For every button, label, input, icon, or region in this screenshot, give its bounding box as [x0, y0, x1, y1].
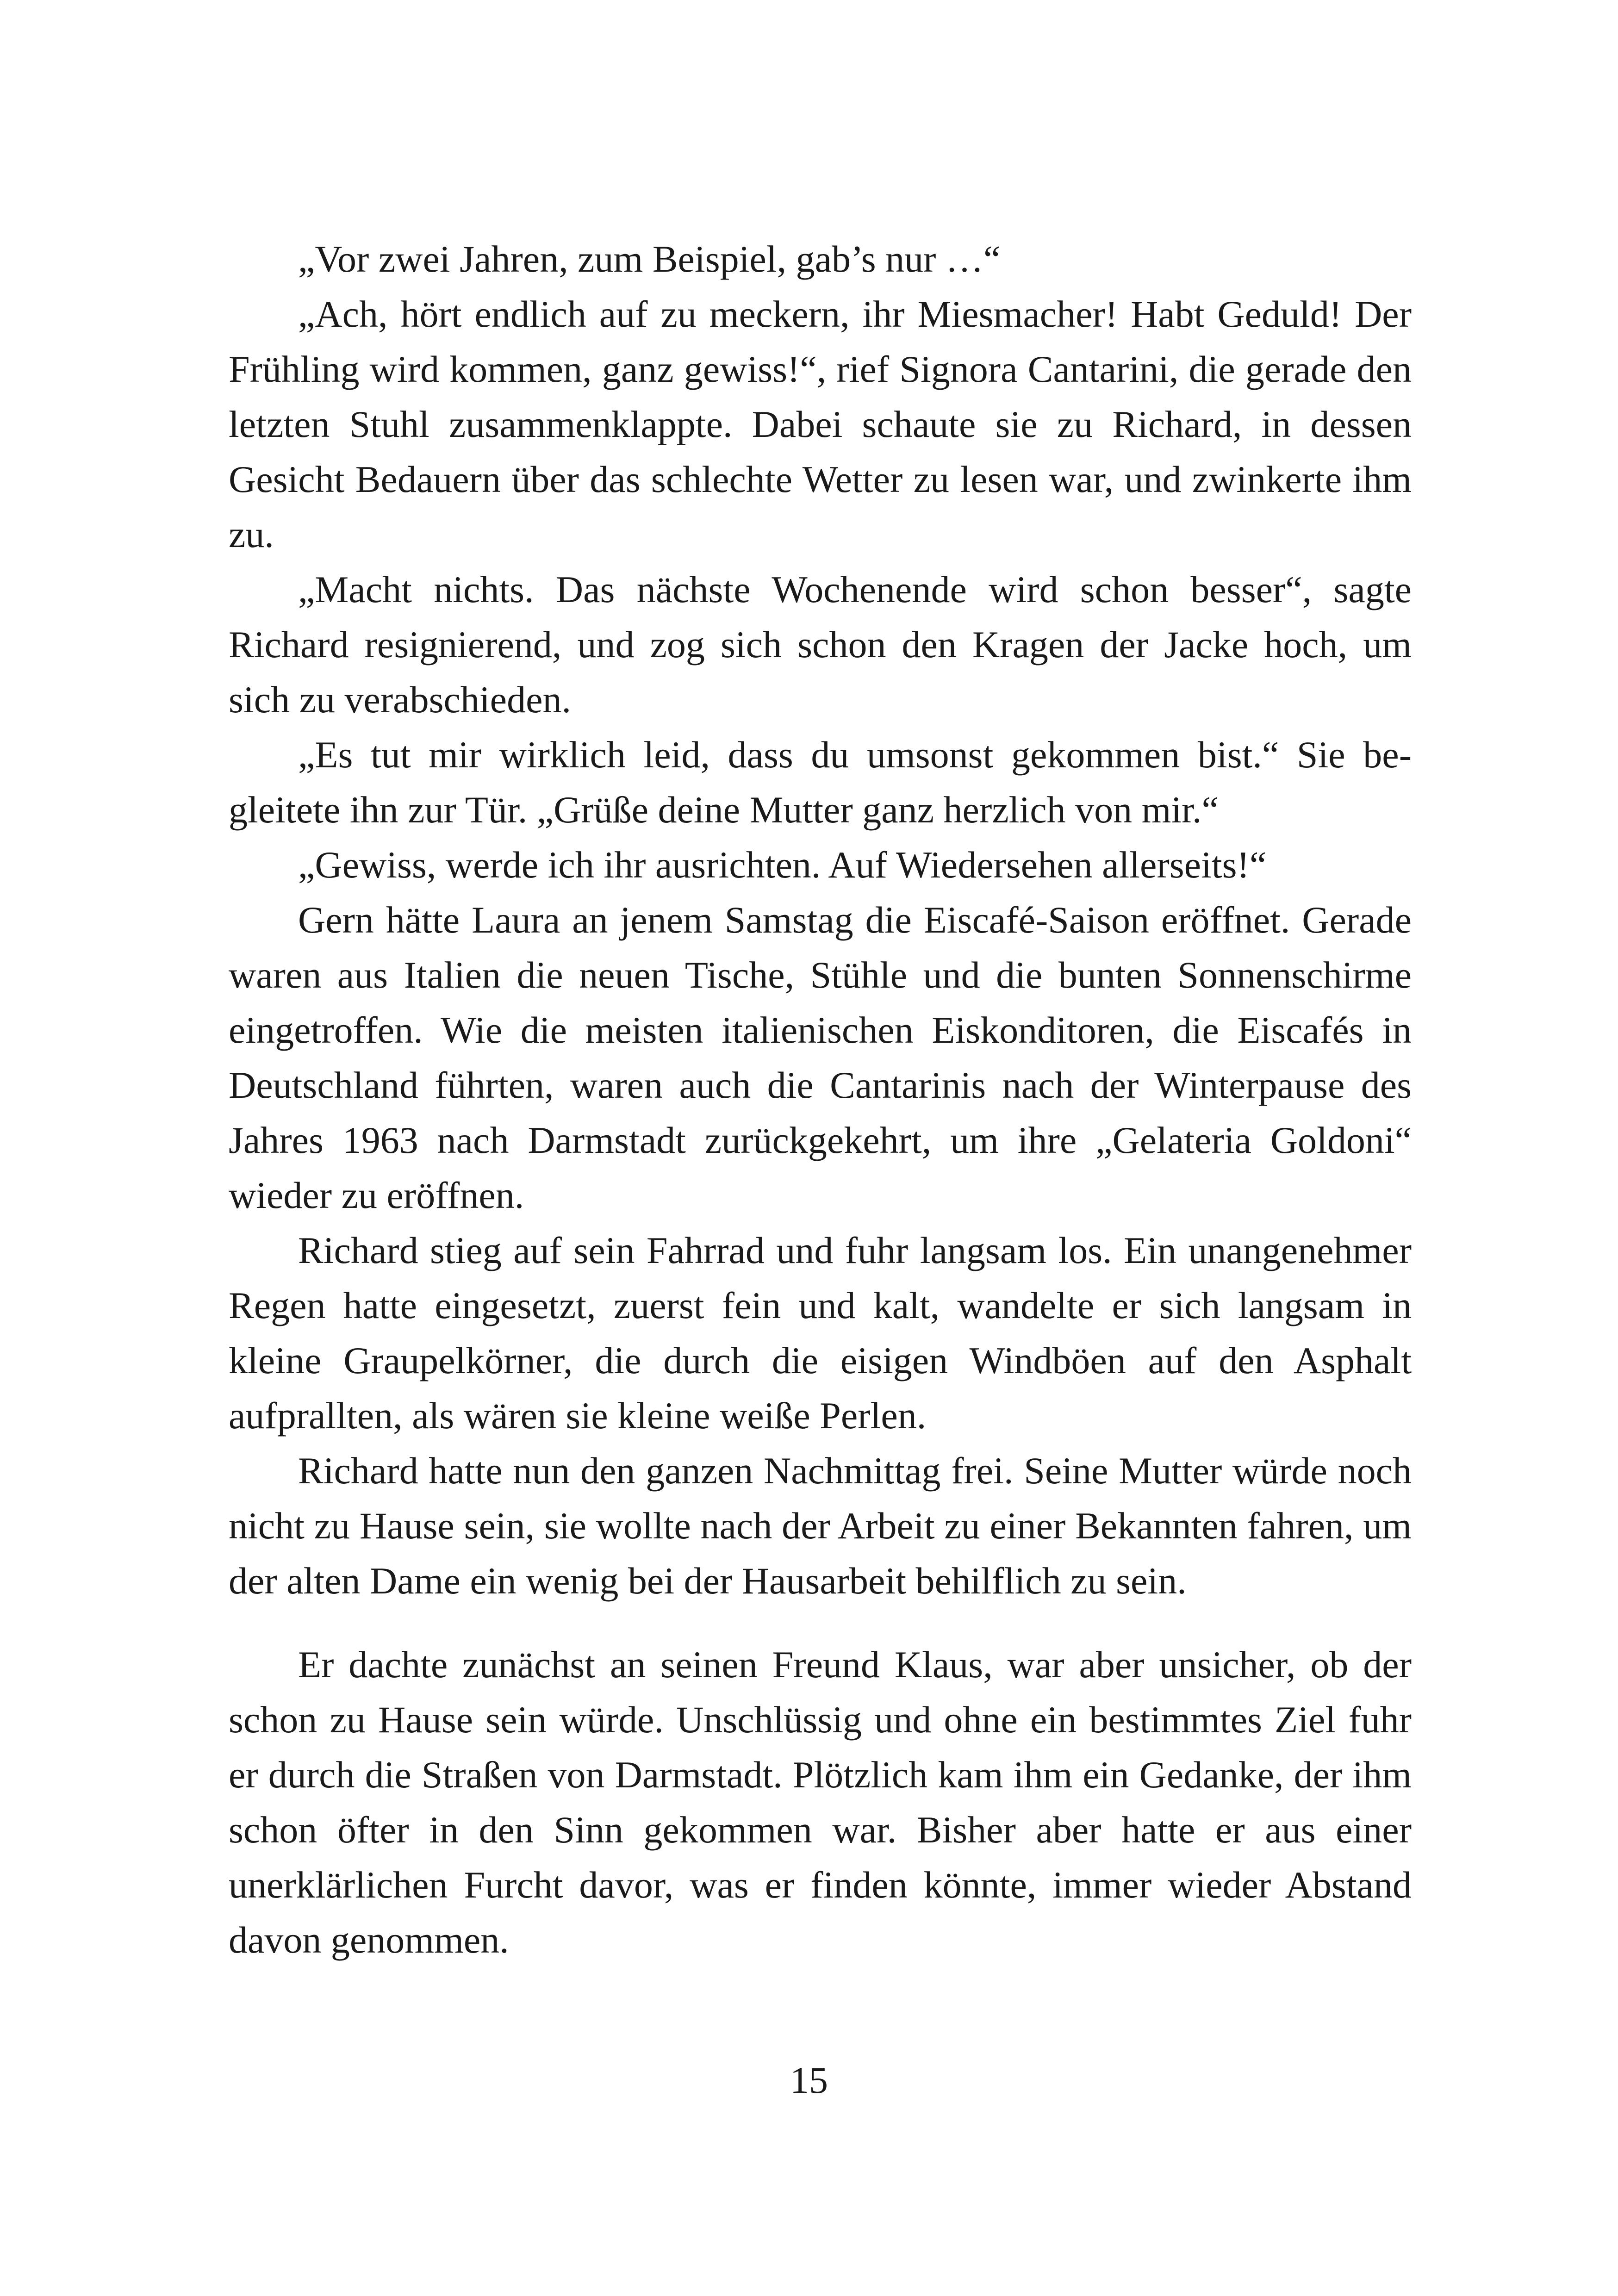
- paragraph: Gern hätte Laura an jenem Samstag die Eiscafé-Saison eröffnet. Gerade waren aus Italien die neuen Tische, Stühle und die bunten Sonnenschirme eingetroffen. Wie die meisten italienischen Eiskonditoren, die Eiscafés in Deutschland führten, waren auch die Cantarinis nach der Winterpause des Jahres 1963 nach Darmstadt zurückgekehrt, um ihre „Gelateria Goldoni“ wieder zu eröffnen.: [229, 899, 1412, 1216]
- page-number: 15: [790, 2059, 828, 2101]
- paragraph: „Vor zwei Jahren, zum Beispiel, gab’s nur …“: [298, 238, 1001, 280]
- paragraph: Er dachte zunächst an seinen Freund Klaus, war aber unsicher, ob der schon zu Hause sein würde. Unschlüssig und ohne ein bestimmtes Ziel fuhr er durch die Straßen von Darmstadt. Plötzlich kam ihm ein Gedanke, der ihm schon öfter in den Sinn gekommen war. Bisher aber hatte er aus einer unerklärlichen Furcht davor, was er finden könnte, immer wieder Abstand davon genommen.: [229, 1643, 1412, 1961]
- paragraph: Richard stieg auf sein Fahrrad und fuhr langsam los. Ein unangenehmer Regen hatte eingesetzt, zuerst fein und kalt, wandelte er sich langsam in kleine Graupelkörner, die durch die eisigen Windböen auf den Asphalt aufprallten, als wären sie kleine weiße Perlen.: [229, 1229, 1412, 1437]
- paragraph: „Ach, hört endlich auf zu meckern, ihr Miesmacher! Habt Geduld! Der Frühling wird kommen, ganz gewiss!“, rief Signora Cantarini, die gerade den letzten Stuhl zusammenklappte. Dabei schaute sie zu Richard, in dessen Gesicht Bedauern über das schlechte Wetter zu lesen war, und zwinkerte ihm zu.: [229, 293, 1412, 555]
- paragraph: Richard hatte nun den ganzen Nachmittag frei. Seine Mutter würde noch nicht zu Hause sein, sie wollte nach der Arbeit zu einer Bekannten fahren, um der alten Dame ein wenig bei der Hausarbeit behilflich zu sein.: [229, 1450, 1412, 1602]
- paragraph: „Es tut mir wirklich leid, dass du umsonst gekommen bist.“ Sie begleitete ihn zur Tür. „Grüße deine Mutter ganz herzlich von mir.“: [229, 734, 1412, 831]
- body-text: [229, 231, 1412, 1967]
- paragraph: „Gewiss, werde ich ihr ausrichten. Auf Wiedersehen allerseits!“: [298, 844, 1267, 886]
- paragraph: „Macht nichts. Das nächste Wochenende wird schon besser“, sagte Richard resignierend, und zog sich schon den Kragen der Jacke hoch, um sich zu verabschieden.: [229, 568, 1412, 721]
